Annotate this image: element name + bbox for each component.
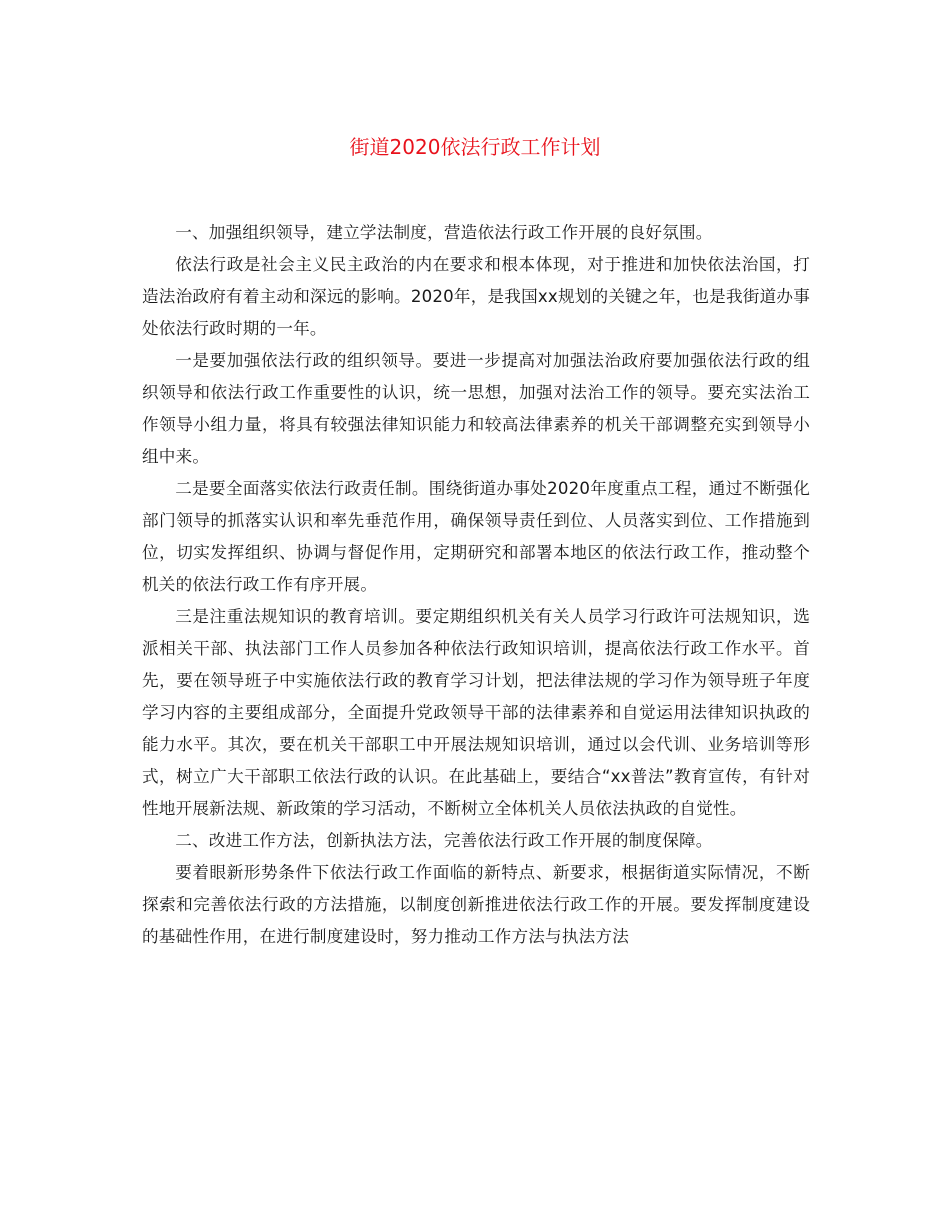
paragraph-education-training: 三是注重法规知识的教育培训。要定期组织机关有关人员学习行政许可法规知识，选派相关干部、执法部门工作人员参加各种依法行政知识培训，提高依法行政工作水平。首先，要在领导班子中实施依法行政的教育学习计划，把法律法规的学习作为领导班子年度学习内容的主要组成部分，全面提升党政领导干部的法律素养和自觉运用法律知识执政的能力水平。其次，要在机关干部职工中开展法规知识培训，通过以会代训、业务培训等形式，树立广大干部职工依法行政的认识。在此基础上，要结合“xx普法”教育宣传，有针对性地开展新法规、新政策的学习活动，不断树立全体机关人员依法执政的自觉性。	[142, 607, 810, 818]
paragraph-section-2-heading: 二、改进工作方法，创新执法方法，完善依法行政工作开展的制度保障。	[175, 831, 713, 850]
paragraph-section-1-heading: 一、加强组织领导，建立学法制度，营造依法行政工作开展的良好氛围。	[175, 223, 713, 242]
paragraph-organizational-leadership: 一是要加强依法行政的组织领导。要进一步提高对加强法治政府要加强依法行政的组织领导和依法行政工作重要性的认识，统一思想，加强对法治工作的领导。要充实法治工作领导小组力量，将具有较强法律知识能力和较高法律素养的机关干部调整充实到领导小组中来。	[142, 351, 810, 466]
paragraph-responsibility-system: 二是要全面落实依法行政责任制。围绕街道办事处2020年度重点工程，通过不断强化部门领导的抓落实认识和率先垂范作用，确保领导责任到位、人员落实到位、工作措施到位，切实发挥组织、协调与督促作用，定期研究和部署本地区的依法行政工作，推动整个机关的依法行政工作有序开展。	[142, 479, 810, 594]
document-body	[142, 217, 810, 953]
paragraph-rule-of-law-intro: 依法行政是社会主义民主政治的内在要求和根本体现，对于推进和加快依法治国，打造法治政府有着主动和深远的影响。2020年，是我国xx规划的关键之年，也是我街道办事处依法行政时期的一年。	[142, 255, 810, 338]
paragraph-methods-innovation: 要着眼新形势条件下依法行政工作面临的新特点、新要求，根据街道实际情况，不断探索和完善依法行政的方法措施，以制度创新推进依法行政工作的开展。要发挥制度建设的基础性作用，在进行制度建设时，努力推动工作方法与执法方法	[142, 863, 810, 946]
document-title: 街道2020依法行政工作计划	[349, 135, 601, 159]
